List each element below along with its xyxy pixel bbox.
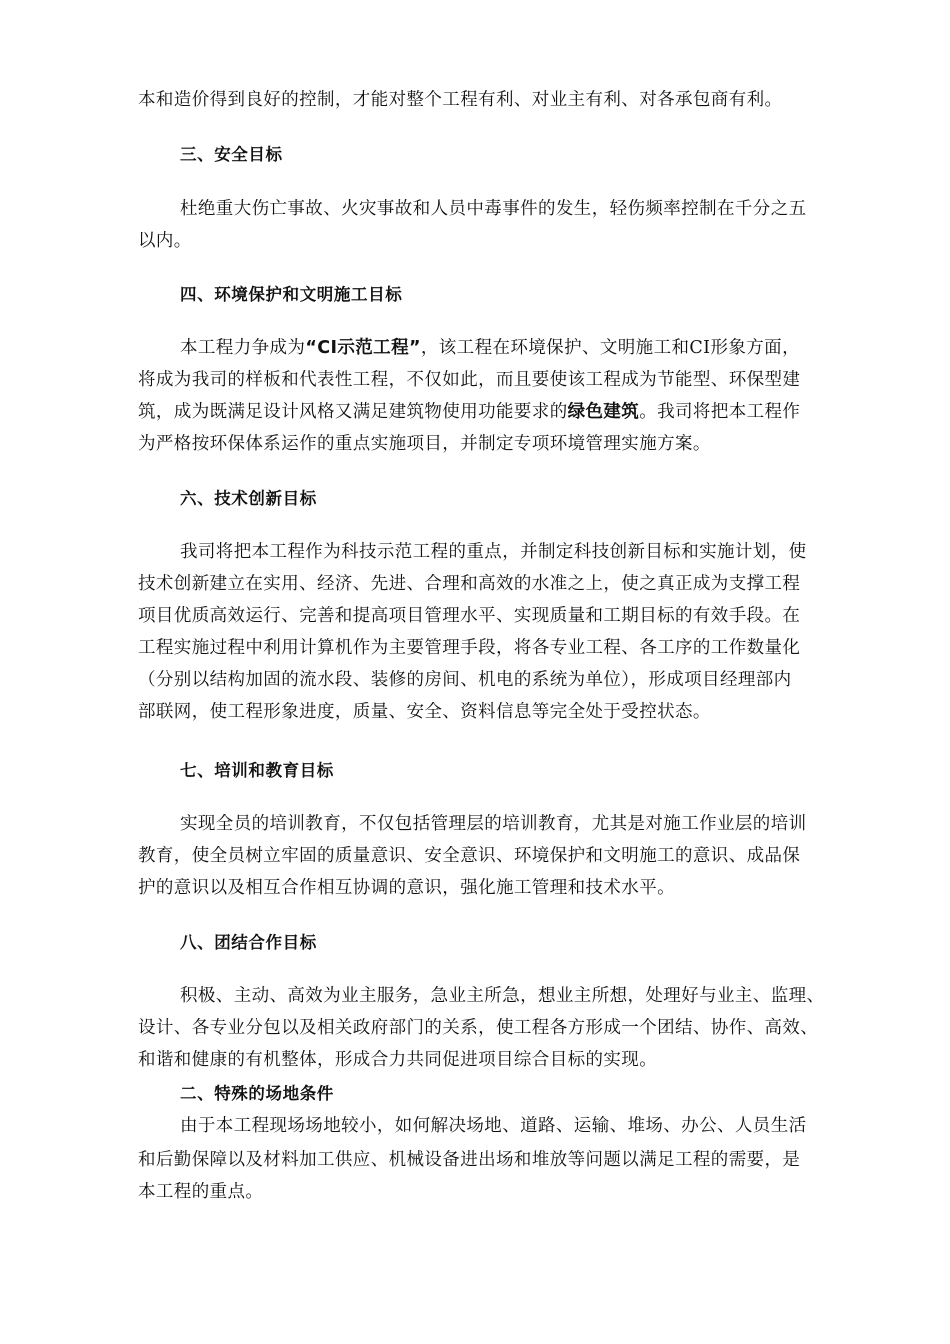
paragraph-line: 杜绝重大伤亡事故、火灾事故和人员中毒事件的发生，轻伤频率控制在千分之五: [180, 199, 807, 219]
paragraph-line: 工程实施过程中利用计算机作为主要管理手段，将各专业工程、各工序的工作数量化: [138, 638, 801, 658]
paragraph-line: 实现全员的培训教育，不仅包括管理层的培训教育，尤其是对施工作业层的培训: [180, 814, 807, 834]
text-run: 筑，成为既满足设计风格又满足建筑物使用功能要求的: [138, 402, 568, 422]
text-run: ，该工程在环境保护、文明施工和CI形象方面，: [420, 338, 800, 358]
paragraph-line: [138, 400, 800, 424]
section-heading: 六、技术创新目标: [180, 489, 317, 508]
paragraph-line: 和谐和健康的有机整体，形成合力共同促进项目综合目标的实现。: [138, 1050, 658, 1070]
paragraph-line: 我司将把本工程作为科技示范工程的重点，并制定科技创新目标和实施计划，使: [180, 542, 807, 562]
section-heading: 八、团结合作目标: [180, 933, 317, 952]
paragraph-line: 教育，使全员树立牢固的质量意识、安全意识、环境保护和文明施工的意识、成品保: [138, 846, 801, 866]
paragraph-line: 以内。: [138, 231, 192, 251]
paragraph-line: 和后勤保障以及材料加工供应、机械设备进出场和堆放等问题以满足工程的需要，是: [138, 1150, 801, 1170]
paragraph-line: 项目优质高效运行、完善和提高项目管理水平、实现质量和工期目标的有效手段。在: [138, 606, 801, 626]
paragraph-line: 护的意识以及相互合作相互协调的意识，强化施工管理和技术水平。: [138, 878, 675, 898]
text-run: 。我司将把本工程作: [639, 402, 801, 422]
paragraph-line: 技术创新建立在实用、经济、先进、合理和高效的水准之上，使之真正成为支撑工程: [138, 574, 801, 594]
paragraph-line: 本工程的重点。: [138, 1182, 264, 1202]
section-heading: 三、安全目标: [180, 145, 283, 164]
section-heading: 二、特殊的场地条件: [180, 1084, 334, 1103]
emphasis-text: “CI示范工程”: [305, 338, 421, 358]
paragraph-line: 为严格按环保体系运作的重点实施项目，并制定专项环境管理实施方案。: [138, 434, 711, 454]
paragraph-line: 由于本工程现场场地较小，如何解决场地、道路、运输、堆场、办公、人员生活: [180, 1116, 807, 1136]
section-heading: 四、环境保护和文明施工目标: [180, 285, 403, 304]
emphasis-text: 绿色建筑: [567, 402, 640, 422]
text-run: 本工程力争成为: [180, 338, 306, 358]
paragraph-line: 本和造价得到良好的控制，才能对整个工程有利、对业主有利、对各承包商有利。: [138, 90, 783, 110]
paragraph-line: （分别以结构加固的流水段、装修的房间、机电的系统为单位），形成项目经理部内: [138, 670, 792, 690]
paragraph-line: 积极、主动、高效为业主服务，急业主所急，想业主所想，处理好与业主、监理、: [180, 986, 825, 1006]
paragraph-line: [180, 336, 800, 360]
section-heading: 七、培训和教育目标: [180, 761, 334, 780]
paragraph-line: 部联网，使工程形象进度，质量、安全、资料信息等完全处于受控状态。: [138, 702, 711, 722]
paragraph-line: 将成为我司的样板和代表性工程，不仅如此，而且要使该工程成为节能型、环保型建: [138, 370, 801, 390]
paragraph-line: 设计、各专业分包以及相关政府部门的关系，使工程各方形成一个团结、协作、高效、: [138, 1018, 819, 1038]
